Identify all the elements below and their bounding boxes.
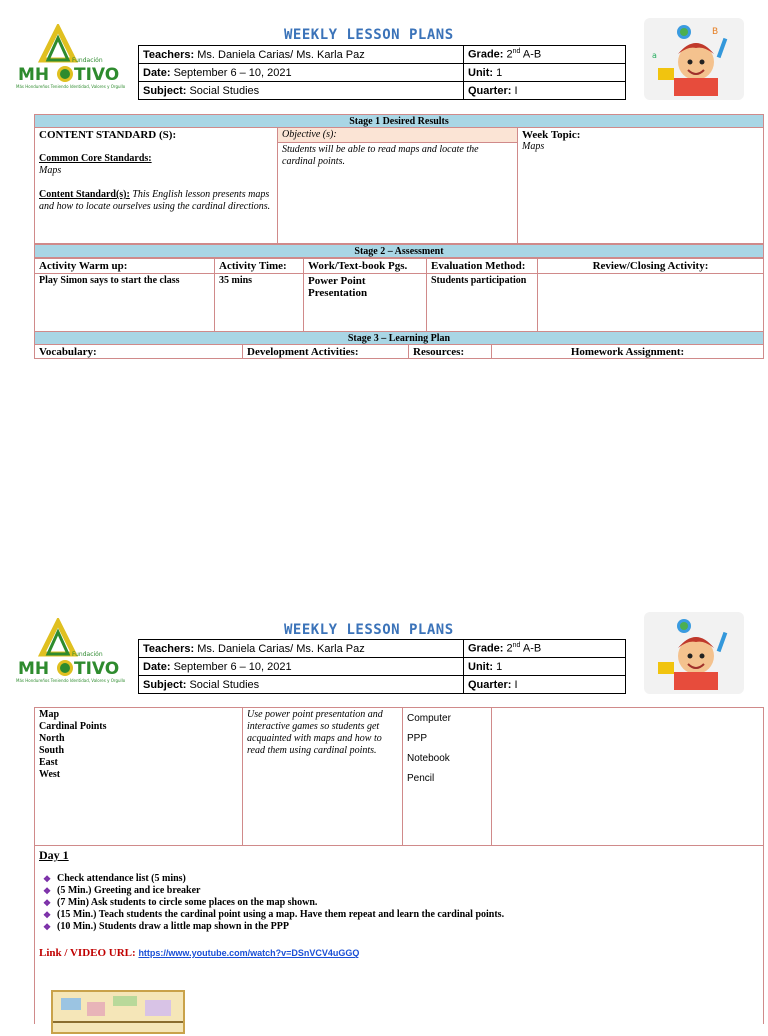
date-value: September 6 – 10, 2021 bbox=[173, 660, 292, 673]
date-value: September 6 – 10, 2021 bbox=[173, 66, 292, 79]
day-label: Day 1 bbox=[39, 848, 69, 862]
grade-sup: nd bbox=[512, 48, 521, 56]
homework-cell bbox=[491, 707, 764, 846]
teachers-label: Teachers: bbox=[143, 642, 195, 655]
logo-tagline: Más Hondureños Teniendo Identidad, Valores y Orgullo bbox=[16, 84, 126, 89]
logo-tagline: Más Hondureños Teniendo Identidad, Valores y Orgullo bbox=[16, 678, 126, 683]
day-activity-item: ❖ Check attendance list (5 mins) bbox=[39, 873, 759, 885]
workbook-heading: Work/Text-book Pgs. bbox=[304, 259, 426, 274]
week-topic-value: Maps bbox=[522, 141, 545, 152]
video-link[interactable]: https://www.youtube.com/watch?v=DSnVCV4uGGQ bbox=[138, 948, 360, 958]
quarter-value: I bbox=[514, 84, 518, 97]
map-thumbnail bbox=[51, 990, 185, 1034]
student-illustration-page2 bbox=[644, 612, 744, 694]
stage1-bar: Stage 1 Desired Results bbox=[34, 114, 764, 128]
logo-brand-right: TIVO bbox=[74, 65, 120, 85]
workbook-value: Power Point Presentation bbox=[308, 275, 368, 299]
activity-time-cell bbox=[214, 258, 304, 332]
header-table-page2 bbox=[138, 639, 626, 694]
quarter-label: Quarter: bbox=[468, 678, 512, 691]
day-activity-list bbox=[39, 873, 759, 933]
date-label: Date: bbox=[143, 660, 171, 673]
week-topic-cell bbox=[517, 127, 764, 244]
subject-label: Subject: bbox=[143, 678, 187, 691]
teachers-label: Teachers: bbox=[143, 48, 195, 61]
content-standards-value: This English lesson presents maps and how to locate ourselves using the cardinal directions. bbox=[39, 189, 271, 212]
vocab-item: South bbox=[39, 745, 65, 756]
vocab-item: East bbox=[39, 757, 58, 768]
vocab-item: West bbox=[39, 769, 61, 780]
resource-item: PPP bbox=[407, 733, 428, 744]
review-value bbox=[538, 274, 763, 276]
vocabulary-cell bbox=[34, 707, 243, 846]
development-cell: Use power point presentation and interactive games so students get acquainted with maps and how to read them using cardinal points. bbox=[242, 707, 403, 846]
vocab-item: North bbox=[39, 733, 65, 744]
evaluation-value: Students participation bbox=[431, 275, 527, 286]
student-illustration bbox=[644, 18, 744, 100]
resources-heading: Resources: bbox=[408, 344, 492, 359]
teachers-value: Ms. Daniela Carias/ Ms. Karla Paz bbox=[197, 48, 365, 61]
motivo-logo bbox=[12, 24, 130, 98]
activity-time-value: 35 mins bbox=[219, 275, 253, 286]
day-activity-item: ❖ (15 Min.) Teach students the cardinal point using a map. Have them repeat and learn the cardinal points. bbox=[39, 909, 759, 921]
warmup-value: Play Simon says to start the class bbox=[39, 275, 180, 286]
objective-cell bbox=[277, 127, 518, 244]
common-core-value: Maps bbox=[39, 165, 62, 176]
motivo-logo-page2 bbox=[12, 618, 130, 692]
vocabulary-heading: Vocabulary: bbox=[34, 344, 243, 359]
grade-value: 2 bbox=[506, 642, 513, 655]
workbook-cell bbox=[303, 258, 427, 332]
quarter-value: I bbox=[514, 678, 518, 691]
logo-brand-top: Fundación bbox=[72, 57, 103, 64]
day-activity-item: ❖ (7 Min) Ask students to circle some places on the map shown. bbox=[39, 897, 759, 909]
svg-text:a: a bbox=[652, 51, 657, 60]
content-standards-label: Content Standard(s): bbox=[39, 189, 130, 200]
grade-label: Grade: bbox=[468, 48, 504, 61]
development-heading: Development Activities: bbox=[242, 344, 409, 359]
stage2-bar: Stage 2 – Assessment bbox=[34, 244, 764, 258]
svg-text:B: B bbox=[712, 27, 719, 37]
unit-value: 1 bbox=[496, 66, 503, 79]
week-topic-heading: Week Topic: bbox=[522, 129, 581, 141]
page2-title: WEEKLY LESSON PLANS bbox=[284, 622, 454, 638]
objective-heading: Objective (s): bbox=[278, 128, 517, 143]
resources-cell bbox=[402, 707, 492, 846]
day-activity-item: ❖ (10 Min.) Students draw a little map shown in the PPP bbox=[39, 921, 759, 933]
homework-heading: Homework Assignment: bbox=[491, 344, 764, 359]
subject-value: Social Studies bbox=[189, 84, 260, 97]
teachers-value: Ms. Daniela Carias/ Ms. Karla Paz bbox=[197, 642, 365, 655]
review-cell bbox=[537, 258, 764, 332]
evaluation-heading: Evaluation Method: bbox=[427, 259, 537, 274]
activity-time-heading: Activity Time: bbox=[215, 259, 303, 274]
date-label: Date: bbox=[143, 66, 171, 79]
content-standard-cell bbox=[34, 127, 278, 244]
header-table bbox=[138, 45, 626, 100]
content-standard-heading: CONTENT STANDARD (S): bbox=[39, 129, 177, 141]
logo-brand-left: MH bbox=[18, 65, 50, 85]
unit-value: 1 bbox=[496, 660, 503, 673]
vocab-item: Cardinal Points bbox=[39, 721, 107, 732]
resource-item: Notebook bbox=[407, 753, 450, 764]
grade-value: 2 bbox=[506, 48, 513, 61]
evaluation-cell bbox=[426, 258, 538, 332]
review-heading: Review/Closing Activity: bbox=[538, 259, 763, 274]
video-link-label: Link / VIDEO URL: bbox=[39, 947, 139, 959]
vocab-item: Map bbox=[39, 709, 59, 720]
page-title: WEEKLY LESSON PLANS bbox=[284, 27, 454, 43]
logo-brand-right: TIVO bbox=[74, 659, 120, 679]
stage3-bar: Stage 3 – Learning Plan bbox=[34, 331, 764, 345]
logo-brand-left: MH bbox=[18, 659, 50, 679]
grade-rest: A-B bbox=[520, 642, 542, 655]
unit-label: Unit: bbox=[468, 66, 494, 79]
day-plan-cell bbox=[34, 845, 764, 1024]
unit-label: Unit: bbox=[468, 660, 494, 673]
logo-brand-top: Fundación bbox=[72, 651, 103, 658]
quarter-label: Quarter: bbox=[468, 84, 512, 97]
common-core-label: Common Core Standards: bbox=[39, 153, 152, 164]
warmup-heading: Activity Warm up: bbox=[35, 259, 214, 274]
objective-value: Students will be able to read maps and locate the cardinal points. bbox=[282, 144, 479, 167]
resource-item: Computer bbox=[407, 713, 451, 724]
resource-item: Pencil bbox=[407, 773, 435, 784]
warmup-cell bbox=[34, 258, 215, 332]
subject-value: Social Studies bbox=[189, 678, 260, 691]
day-activity-item: ❖ (5 Min.) Greeting and ice breaker bbox=[39, 885, 759, 897]
subject-label: Subject: bbox=[143, 84, 187, 97]
grade-sup: nd bbox=[512, 642, 521, 650]
grade-rest: A-B bbox=[520, 48, 542, 61]
grade-label: Grade: bbox=[468, 642, 504, 655]
